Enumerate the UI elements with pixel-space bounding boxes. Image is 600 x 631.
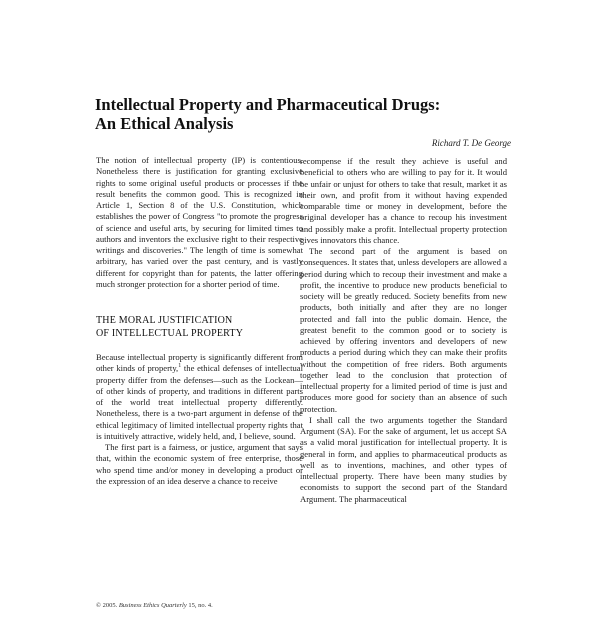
section-heading-line-2: OF INTELLECTUAL PROPERTY — [96, 328, 244, 339]
footnote-marker: 1 — [178, 363, 182, 370]
right-paragraph-2: The second part of the argument is based on consequences. It states that, unless developers are allowed a period during which to recoup their investment and make a profit, the incentive to produce new products beneficial to society will be greatly reduced. Society benefits from new products, both initially and after they are no longer protected and fall into the public domain. Hence, the greatest benefit to the common good or to society is achieved by offering inventors and developers of new products a period during which they can make their profits without the competition of free riders. Both arguments together lead to the conclusion that protection of intellectual property for a limited period of time is just and produces more good for society than an absence of such protection. — [300, 246, 507, 414]
paragraph-2-text-b: the ethical defenses of intellectual property differ from the defenses—such as the Lockean—of other kinds of property, and traditions in different parts of the world treat intellectual property differently. Nonetheless, there is a two-part argument in defense of the ethical legitimacy of limited intellectual property rights that is intuitively attractive, widely held, and, I believe, sound. — [96, 363, 303, 441]
intro-paragraph: The notion of intellectual property (IP) is contentious. Nonetheless there is justification for granting exclusive rights to some original useful products or processes if the result benefits the common good. This is recognized in Article 1, Section 8 of the U.S. Constitution, which establishes the power of Congress "to promote the progress of science and useful arts, by securing for limited times to authors and inventors the exclusive right to their respective writings and discoveries." The length of time is somewhat arbitrary, has varied over the past century, and is vastly different for copyright than for patents, the latter offering much stronger protection for a shorter period of time. — [96, 155, 303, 289]
body-paragraph-3: The first part is a fairness, or justice, argument that says that, within the economic system of free enterprise, those who spend time and/or money in developing a product or the expression of an idea deserve a chance to receive — [96, 442, 303, 486]
right-paragraph-1: recompense if the result they achieve is useful and beneficial to others who are willing to pay for it. It would be unfair or unjust for others to take that result, market it as their own, and profit from it without having expended comparable time or money in development, before the original developer has a chance to recoup his investment and possibly make a profit. Intellectual property protection gives innovators this chance. — [300, 156, 507, 245]
page-footer — [96, 602, 213, 610]
author-byline: Richard T. De George — [431, 138, 511, 148]
section-heading-line-1: THE MORAL JUSTIFICATION — [96, 315, 233, 326]
left-column — [96, 155, 303, 487]
footer-journal-name: Business Ethics Quarterly — [118, 602, 187, 609]
right-paragraph-3: I shall call the two arguments together the Standard Argument (SA). For the sake of argument, let us accept SA as a valid moral justification for intellectual property. It is general in form, and applies to pharmaceutical products as well as to inventions, machines, and other types of intellectual property. There have been many studies by economists to support the second part of the Standard Argument. The pharmaceutical — [300, 414, 507, 504]
body-paragraph-2 — [96, 352, 303, 442]
article-title-line-1: Intellectual Property and Pharmaceutical Drugs: — [95, 95, 441, 114]
section-heading — [96, 314, 303, 340]
footer-issue: 15, no. 4. — [188, 602, 213, 609]
footer-copyright: © 2005. — [96, 602, 118, 609]
article-title — [95, 95, 495, 133]
article-title-line-2: An Ethical Analysis — [95, 114, 234, 133]
right-column — [300, 156, 507, 505]
paragraph-2-text-a: Because intellectual property is significantly different from other kinds of property, — [96, 352, 303, 374]
